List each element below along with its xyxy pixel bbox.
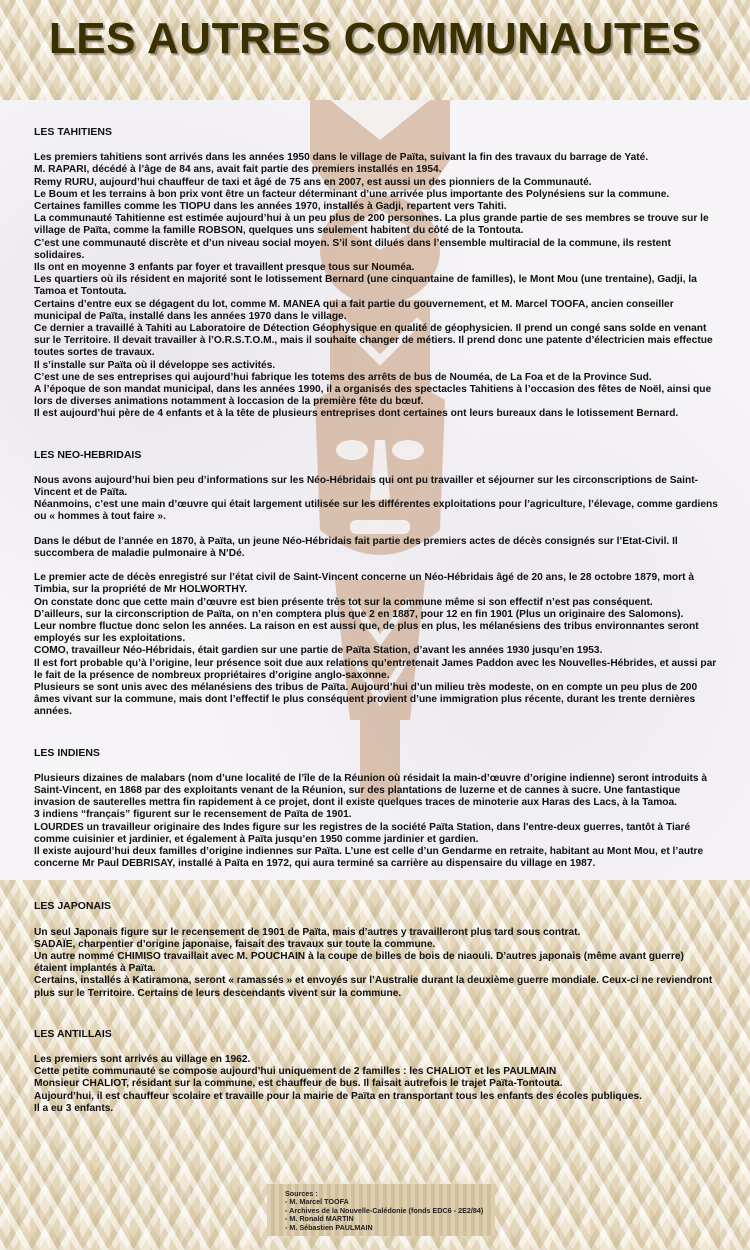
paragraph: COMO, travailleur Néo-Hébridais, était gardien sur une partie de Païta Station, d’avant les années 1930 jusqu’en 1953. — [34, 645, 603, 657]
paragraph: Les premiers tahitiens sont arrivés dans les années 1950 dans le village de Païta, suivant la fin des travaux du barrage de Yaté. — [34, 152, 649, 164]
paragraph: M. RAPARI, décédé à l’âge de 84 ans, avait fait partie des premiers installés en 1954. — [34, 164, 442, 176]
paragraph: C’est une communauté discrète et d’un niveau social moyen. S’il sont dilués dans l’ensemble multiracial de la commune, ils restent solidaires. — [34, 237, 671, 261]
paragraph: Les premiers sont arrivés au village en 1962. — [34, 1053, 251, 1065]
paragraph: On constate donc que cette main d’œuvre est bien présente très tot sur la commune même si son effectif n’est pas conséquent. — [34, 596, 653, 608]
paragraph: Ce dernier a travaillé à Tahiti au Laboratoire de Détection Géophysique en qualité de géophysicien. Il prend un congé sans solde en venant sur le Territoire. Il devait travailler à l’O.R.S.T.O.M., mais il souhaite changer de métiers. Il prend donc une patente d’électricien mais effectue toutes sortes de travaux. — [34, 323, 713, 359]
paragraph: Il s’installe sur Païta où il développe ses activités. — [34, 359, 276, 371]
paragraph: Les quartiers où ils résident en majorité sont le lotissement Bernard (une cinquantaine de familles), le Mont Mou (une trentaine), Gadji, la Tamoa et Tontouta. — [34, 274, 697, 298]
paragraph: A l’époque de son mandat municipal, dans les années 1990, il a organisés des spectacles Tahitiens à l’occasion des fêtes de Noël, ainsi que lors de diverses animations notamment à loccasion de la première fête du bœuf. — [34, 384, 712, 408]
paragraph: Le premier acte de décès enregistré sur l’état civil de Saint-Vincent concerne un Néo-Hébridais âgé de 20 ans, le 28 octobre 1879, mort à Timbia, sur la propriété de Mr HOLWORTHY. — [34, 572, 694, 596]
paragraph: Il est aujourd’hui père de 4 enfants et à la tête de plusieurs entreprises dont certaines ont leurs bureaux dans le lotissement Bernard. — [34, 408, 679, 420]
section-japonais — [34, 900, 718, 999]
paragraph: Aujourd’hui, il est chauffeur scolaire et travaille pour la mairie de Païta en transportant tous les enfants des écoles publiques. — [34, 1090, 643, 1102]
paragraph: Certains d’entre eux se dégagent du lot, comme M. MANEA qui a fait partie du gouvernement, et M. Marcel TOOFA, ancien conseiller municipal de Païta, installé dans les années 1970 dans le village. — [34, 298, 674, 322]
paragraph: Certaines familles comme les TIOPU dans les années 1970, installés à Gadji, repartent vers Tahiti. — [34, 201, 507, 213]
paragraph: Leur nombre fluctue donc selon les années. La raison en est aussi que, de plus en plus, les mélanésiens des tribus environnantes seront employés sur les exploitations. — [34, 620, 699, 645]
paragraph: SADAÏE, charpentier d’origine japonaise, faisait des travaux sur toute la commune. — [34, 938, 436, 950]
paragraph: Le Boum et les terrains à bon prix vont être un facteur déterminant d’une arrivée plus importante des Polynésiens sur la commune. — [34, 188, 670, 200]
sources-box — [267, 1184, 495, 1236]
paragraph: La communauté Tahitienne est estimée aujourd’hui à un peu plus de 200 personnes. La plus grande partie de ses membres se trouve sur le village de Païta, comme la famille ROBSON, quelques uns seulement habitent du côté de la Tontouta. — [34, 213, 709, 237]
paragraph: Il est fort probable qu’à l’origine, leur présence soit due aux relations qu’entretenait James Paddon avec les Nouvelles-Hébrides, et aussi par le fait de la présence de nombreux propriétaires d’origine anglo-saxonne. — [34, 657, 717, 681]
sources-label: Sources : — [285, 1189, 318, 1198]
paragraph: Ils ont en moyenne 3 enfants par foyer et travaillent presque tous sur Nouméa. — [34, 262, 415, 274]
paragraph: 3 indiens “français” figurent sur le recensement de Païta de 1901. — [34, 809, 352, 821]
paragraph: Remy RURU, aujourd’hui chauffeur de taxi et âgé de 75 ans en 2007, est aussi un des pionniers de la Communauté. — [34, 176, 592, 188]
paragraph: Plusieurs se sont unis avec des mélanésiens des tribus de Païta. Aujourd’hui d’un milieu très modeste, on en compte un peu plus de 200 âmes vivant sur la commune, mais dont l’effectif le plus conséquent provient d’une immigration plus récente, durant les trente dernières années. — [34, 681, 698, 718]
main-content — [34, 126, 718, 1115]
section-heading: LES INDIENS — [34, 746, 100, 759]
section-heading: LES TAHITIENS — [34, 126, 112, 138]
paragraph: Il a eu 3 enfants. — [34, 1102, 114, 1114]
paragraph: C’est une de ses entreprises qui aujourd’hui fabrique les totems des arrêts de bus de Nouméa, de La Foa et de la Province Sud. — [34, 371, 652, 383]
section-heading: LES ANTILLAIS — [34, 1027, 112, 1040]
paragraph: Dans le début de l’année en 1870, à Païta, un jeune Néo-Hébridais fait partie des premiers actes de décès consignés sur l’Etat-Civil. Il succombera de maladie pulmonaire à N’Dé. — [34, 535, 678, 559]
source-item: - M. Ronald MARTIN — [285, 1214, 354, 1224]
paragraph: Plusieurs dizaines de malabars (nom d’une localité de l’île de la Réunion où résidait la main-d’œuvre d’origine indienne) seront introduits à Saint-Vincent, en 1868 par des exploitants venant de la Réunion, sur des plantations de luzerne et de cannes à sucre. Une fantastique invasion de sauterelles mettra fin rapidement à ce projet, dont il existe quelques traces de minoterie aux Haras des Lacs, à la Tamoa. — [34, 772, 708, 809]
section-neo-hebridais — [34, 449, 718, 719]
paragraph: D’ailleurs, sur la circonscription de Païta, on n’en comptera plus que 2 en 1887, pour 12 en fin 1901 (Plus un originaire des Salomons). — [34, 608, 684, 620]
source-item: - M. Sébastien PAULMAIN — [285, 1222, 373, 1232]
paragraph: Monsieur CHALIOT, résidant sur la commune, est chauffeur de bus. Il faisait autrefois le trajet Païta-Tontouta. — [34, 1078, 563, 1090]
page-title: LES AUTRES COMMUNAUTES — [48, 14, 702, 63]
section-antillais — [34, 1028, 718, 1115]
paragraph: Néanmoins, c’est une main d’œuvre qui était largement utilisée sur les différentes exploitations pour l’agriculture, l’élevage, comme gardiens ou « hommes à tout faire ». — [34, 499, 718, 523]
paragraph: Un autre nommé CHIMISO travaillait avec M. POUCHAIN à la coupe de billes de bois de niaouli. D’autres japonais (même avant guerre) étaient implantés à Païta. — [34, 950, 684, 975]
section-heading: LES NEO-HEBRIDAIS — [34, 448, 142, 461]
paragraph: LOURDES un travailleur originaire des Indes figure sur les registres de la société Païta Station, dans l'entre-deux guerres, tantôt à Tiaré comme cuisinier et jardinier, et également à Païta jusqu’en 1950 comme jardinier et gardien. — [34, 821, 691, 845]
paragraph: Certains, installés à Katiramona, seront « ramassés » et envoyés sur l’Australie durant la deuxième guerre mondiale. Ceux-ci ne reviendront plus sur le Territoire. Certains de leurs descendants vivent sur la commune. — [34, 975, 713, 999]
section-tahitiens — [34, 126, 718, 421]
source-item: - Archives de la Nouvelle-Calédonie (fonds EDC6 - 2E2/84) — [285, 1205, 484, 1215]
paragraph: Nous avons aujourd’hui bien peu d’informations sur les Néo-Hébridais qui ont pu travailler et séjourner sur les circonscriptions de Saint-Vincent et de Païta. — [34, 474, 699, 499]
paragraph: Cette petite communauté se compose aujourd’hui uniquement de 2 familles : les CHALIOT et les PAULMAIN — [34, 1066, 557, 1078]
paragraph: Un seul Japonais figure sur le recensement de 1901 de Païta, mais d’autres y travailleront plus tard sous contrat. — [34, 926, 581, 938]
paragraph: Il existe aujourd’hui deux familles d’origine indiennes sur Païta. L’une est celle d’un Gendarme en retraite, habitant au Mont Mou, et l’autre concerne Mr Paul DEBRISAY, installé à Païta en 1972, qui aura terminé sa carrière au dispensaire du village en 1987. — [34, 845, 704, 870]
source-item: - M. Marcel TOOFA — [285, 1197, 349, 1207]
section-heading: LES JAPONAIS — [34, 900, 112, 913]
section-indiens — [34, 747, 718, 871]
